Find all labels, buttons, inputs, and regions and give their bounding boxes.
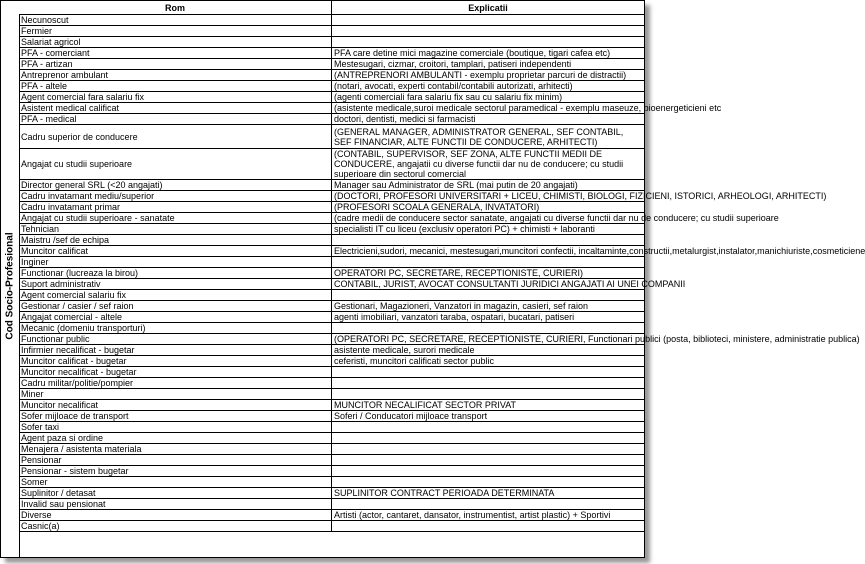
cell-explicatii[interactable]: Soferi / Conducatori mijloace transport bbox=[332, 411, 645, 422]
cell-explicatii[interactable] bbox=[332, 257, 645, 268]
cell-explicatii[interactable]: agenti imobiliari, vanzatori taraba, ospatari, bucatari, patiseri bbox=[332, 312, 645, 323]
cell-rom[interactable]: PFA - altele bbox=[19, 81, 332, 92]
cell-explicatii[interactable]: OPERATORI PC, SECRETARE, RECEPTIONISTE, CURIERI) bbox=[332, 268, 645, 279]
cell-explicatii[interactable]: specialisti IT cu liceu (exclusiv operatori PC) + chimisti + laboranti bbox=[332, 224, 645, 235]
cell-rom[interactable]: Agent comercial salariu fix bbox=[19, 290, 332, 301]
table-row[interactable] bbox=[19, 488, 644, 499]
table-row[interactable] bbox=[19, 301, 644, 312]
cell-explicatii[interactable]: asistente medicale, surori medicale bbox=[332, 345, 645, 356]
cell-explicatii[interactable]: CONTABIL, JURIST, AVOCAT CONSULTANTI JURIDICI ANGAJATI AI UNEI COMPANII bbox=[332, 279, 645, 290]
table-row[interactable] bbox=[19, 521, 644, 532]
table-row[interactable] bbox=[19, 26, 644, 37]
cell-explicatii[interactable]: (OPERATORI PC, SECRETARE, RECEPTIONISTE, CURIERI, Functionari publici (posta, biblioteci, ministere, administratie publica) bbox=[332, 334, 645, 345]
table-row[interactable] bbox=[19, 125, 644, 149]
cell-explicatii[interactable] bbox=[332, 477, 645, 488]
cell-rom[interactable]: PFA - comerciant bbox=[19, 48, 332, 59]
cell-rom[interactable]: Casnic(a) bbox=[19, 521, 332, 532]
cell-explicatii[interactable]: Gestionari, Magazioneri, Vanzatori in magazin, casieri, sef raion bbox=[332, 301, 645, 312]
table-row[interactable] bbox=[19, 411, 644, 422]
cell-explicatii[interactable]: ceferisti, muncitori calificati sector public bbox=[332, 356, 645, 367]
side-label-column bbox=[1, 15, 20, 557]
table-row[interactable] bbox=[19, 455, 644, 466]
table-body bbox=[19, 15, 865, 532]
cell-rom[interactable]: Maistru /sef de echipa bbox=[19, 235, 332, 246]
table-row[interactable] bbox=[19, 312, 644, 323]
cell-rom[interactable]: Pensionar - sistem bugetar bbox=[19, 466, 332, 477]
cell-explicatii[interactable] bbox=[332, 26, 645, 37]
cell-explicatii[interactable]: (GENERAL MANAGER, ADMINISTRATOR GENERAL, SEF CONTABIL, SEF FINANCIAR, ALTE FUNCTII DE CONDUCERE, ARHITECTI) bbox=[332, 125, 645, 149]
cell-explicatii[interactable] bbox=[332, 521, 645, 532]
table-row[interactable] bbox=[19, 191, 644, 202]
table-row[interactable] bbox=[19, 389, 644, 400]
table-row[interactable] bbox=[19, 400, 644, 411]
cell-rom[interactable]: Angajat comercial - altele bbox=[19, 312, 332, 323]
cell-rom[interactable]: Pensionar bbox=[19, 455, 332, 466]
table-row[interactable] bbox=[19, 290, 644, 301]
table-row[interactable] bbox=[19, 37, 644, 48]
table-row[interactable] bbox=[19, 202, 644, 213]
table-row[interactable] bbox=[19, 499, 644, 510]
cell-rom[interactable]: Cadru invatamant primar bbox=[19, 202, 332, 213]
cell-explicatii[interactable] bbox=[332, 433, 645, 444]
table-row[interactable] bbox=[19, 323, 644, 334]
cell-rom[interactable]: Gestionar / casier / sef raion bbox=[19, 301, 332, 312]
table-row[interactable] bbox=[19, 334, 644, 345]
cell-rom[interactable]: Muncitor necalificat bbox=[19, 400, 332, 411]
cell-rom[interactable]: Muncitor necalificat - bugetar bbox=[19, 367, 332, 378]
header-rom: Rom bbox=[19, 1, 332, 15]
table-row[interactable] bbox=[19, 367, 644, 378]
table-row[interactable] bbox=[19, 180, 644, 191]
cell-rom[interactable]: Angajat cu studii superioare bbox=[19, 149, 332, 180]
cell-explicatii[interactable]: PFA care detine mici magazine comerciale (boutique, tigari cafea etc) bbox=[332, 48, 645, 59]
table-row[interactable] bbox=[19, 149, 644, 180]
table-row[interactable] bbox=[19, 378, 644, 389]
cell-explicatii[interactable] bbox=[332, 15, 645, 26]
cell-explicatii[interactable]: (ANTREPRENORI AMBULANTI - exemplu proprietar parcuri de distractii) bbox=[332, 70, 645, 81]
cell-explicatii[interactable]: doctori, dentisti, medici si farmacisti bbox=[332, 114, 645, 125]
cell-rom[interactable]: PFA - artizan bbox=[19, 59, 332, 70]
cell-rom[interactable]: Sofer mijloace de transport bbox=[19, 411, 332, 422]
cell-rom[interactable]: Fermier bbox=[19, 26, 332, 37]
table-row[interactable] bbox=[19, 59, 644, 70]
table-row[interactable] bbox=[19, 15, 644, 26]
header-row bbox=[19, 1, 644, 15]
table-row[interactable] bbox=[19, 466, 644, 477]
cell-explicatii[interactable]: (notari, avocati, experti contabil/contabili autorizati, arhitecti) bbox=[332, 81, 645, 92]
cell-rom[interactable]: Angajat cu studii superioare - sanatate bbox=[19, 213, 332, 224]
cell-rom[interactable]: Menajera / asistenta materiala bbox=[19, 444, 332, 455]
table-row[interactable] bbox=[19, 70, 644, 81]
cell-explicatii[interactable]: Electricieni,sudori, mecanici, mestesugari,muncitori confectii, incaltaminte,constructii,metalurgist,instalator,manichiuriste,cosmeticiene bbox=[332, 246, 645, 257]
table-row[interactable] bbox=[19, 213, 644, 224]
table-row[interactable] bbox=[19, 246, 644, 257]
cell-rom[interactable]: Agent paza si ordine bbox=[19, 433, 332, 444]
cell-rom[interactable]: Infirmier necalificat - bugetar bbox=[19, 345, 332, 356]
cell-rom[interactable]: Diverse bbox=[19, 510, 332, 521]
table-row[interactable] bbox=[19, 477, 644, 488]
cell-rom[interactable]: PFA - medical bbox=[19, 114, 332, 125]
cell-rom[interactable]: Invalid sau pensionat bbox=[19, 499, 332, 510]
cell-rom[interactable]: Muncitor calificat - bugetar bbox=[19, 356, 332, 367]
table-row[interactable] bbox=[19, 257, 644, 268]
cell-explicatii[interactable]: (agenti comerciali fara salariu fix sau cu salariu fix minim) bbox=[332, 92, 645, 103]
cell-explicatii[interactable]: (DOCTORI, PROFESORI UNIVERSITARI + LICEU, CHIMISTI, BIOLOGI, FIZICIENI, ISTORICI, ARHEOLOGI, ARHITECTI) bbox=[332, 191, 645, 202]
cell-explicatii[interactable] bbox=[332, 455, 645, 466]
cell-explicatii[interactable]: MUNCITOR NECALIFICAT SECTOR PRIVAT bbox=[332, 400, 645, 411]
occupation-table bbox=[19, 1, 865, 532]
table-row[interactable] bbox=[19, 510, 644, 521]
table-row[interactable] bbox=[19, 279, 644, 290]
cell-explicatii[interactable] bbox=[332, 422, 645, 433]
header-explicatii: Explicatii bbox=[332, 1, 645, 15]
table-row[interactable] bbox=[19, 114, 644, 125]
cell-explicatii[interactable] bbox=[332, 499, 645, 510]
table-row[interactable] bbox=[19, 235, 644, 246]
cell-rom[interactable]: Agent comercial fara salariu fix bbox=[19, 92, 332, 103]
table-row[interactable] bbox=[19, 422, 644, 433]
cell-explicatii[interactable] bbox=[332, 290, 645, 301]
cell-rom[interactable]: Functionar public bbox=[19, 334, 332, 345]
cell-rom[interactable]: Muncitor calificat bbox=[19, 246, 332, 257]
cell-rom[interactable]: Cadru militar/politie/pompier bbox=[19, 378, 332, 389]
cell-rom[interactable]: Somer bbox=[19, 477, 332, 488]
cell-rom[interactable]: Suplinitor / detasat bbox=[19, 488, 332, 499]
cell-explicatii[interactable] bbox=[332, 466, 645, 477]
cell-explicatii[interactable] bbox=[332, 235, 645, 246]
cell-explicatii[interactable]: (CONTABIL, SUPERVISOR, SEF ZONA, ALTE FUNCTII MEDII DE CONDUCERE, angajatii cu diverse functii dar nu de conducere; cu studii superioare din sectorul comercial bbox=[332, 149, 645, 180]
cell-rom[interactable]: Tehnician bbox=[19, 224, 332, 235]
table-row[interactable] bbox=[19, 224, 644, 235]
table-row[interactable] bbox=[19, 444, 644, 455]
cell-rom[interactable]: Sofer taxi bbox=[19, 422, 332, 433]
cell-explicatii[interactable]: Manager sau Administrator de SRL (mai putin de 20 angajati) bbox=[332, 180, 645, 191]
cell-explicatii[interactable]: (asistente medicale,suroi medicale sectorul paramedical - exemplu maseuze, bioenergeticieni etc bbox=[332, 103, 645, 114]
table-row[interactable] bbox=[19, 103, 644, 114]
cell-explicatii[interactable]: (PROFESORI SCOALA GENERALA, INVATATORI) bbox=[332, 202, 645, 213]
table-row[interactable] bbox=[19, 268, 644, 279]
cell-explicatii[interactable] bbox=[332, 367, 645, 378]
cell-rom[interactable]: Inginer bbox=[19, 257, 332, 268]
cell-explicatii[interactable]: Mestesugari, cizmar, croitori, tamplari, patiseri independenti bbox=[332, 59, 645, 70]
cell-rom[interactable]: Necunoscut bbox=[19, 15, 332, 26]
side-label: Cod Socio-Profesional bbox=[4, 232, 16, 340]
table-row[interactable] bbox=[19, 48, 644, 59]
cell-rom[interactable]: Antreprenor ambulant bbox=[19, 70, 332, 81]
cell-explicatii[interactable] bbox=[332, 378, 645, 389]
cell-explicatii[interactable] bbox=[332, 389, 645, 400]
cell-explicatii[interactable] bbox=[332, 37, 645, 48]
cell-rom[interactable]: Suport administrativ bbox=[19, 279, 332, 290]
cell-explicatii[interactable]: (cadre medii de conducere sector sanatate, angajati cu diverse functii dar nu de conducere; cu studii superioare bbox=[332, 213, 645, 224]
cell-rom[interactable]: Asistent medical calificat bbox=[19, 103, 332, 114]
cell-rom[interactable]: Mecanic (domeniu transporturi) bbox=[19, 323, 332, 334]
cell-explicatii[interactable] bbox=[332, 444, 645, 455]
cell-explicatii[interactable]: Artisti (actor, cantaret, dansator, instrumentist, artist plastic) + Sportivi bbox=[332, 510, 645, 521]
cell-rom[interactable]: Miner bbox=[19, 389, 332, 400]
cell-rom[interactable]: Cadru invatamant mediu/superior bbox=[19, 191, 332, 202]
cell-explicatii[interactable] bbox=[332, 323, 645, 334]
table-row[interactable] bbox=[19, 356, 644, 367]
table-row[interactable] bbox=[19, 345, 644, 356]
cell-rom[interactable]: Functionar (lucreaza la birou) bbox=[19, 268, 332, 279]
table-row[interactable] bbox=[19, 433, 644, 444]
cell-rom[interactable]: Director general SRL (<20 angajati) bbox=[19, 180, 332, 191]
cell-rom[interactable]: Cadru superior de conducere bbox=[19, 125, 332, 149]
cell-explicatii[interactable]: SUPLINITOR CONTRACT PERIOADA DETERMINATA bbox=[332, 488, 645, 499]
table-row[interactable] bbox=[19, 81, 644, 92]
cell-rom[interactable]: Salariat agricol bbox=[19, 37, 332, 48]
table-row[interactable] bbox=[19, 92, 644, 103]
